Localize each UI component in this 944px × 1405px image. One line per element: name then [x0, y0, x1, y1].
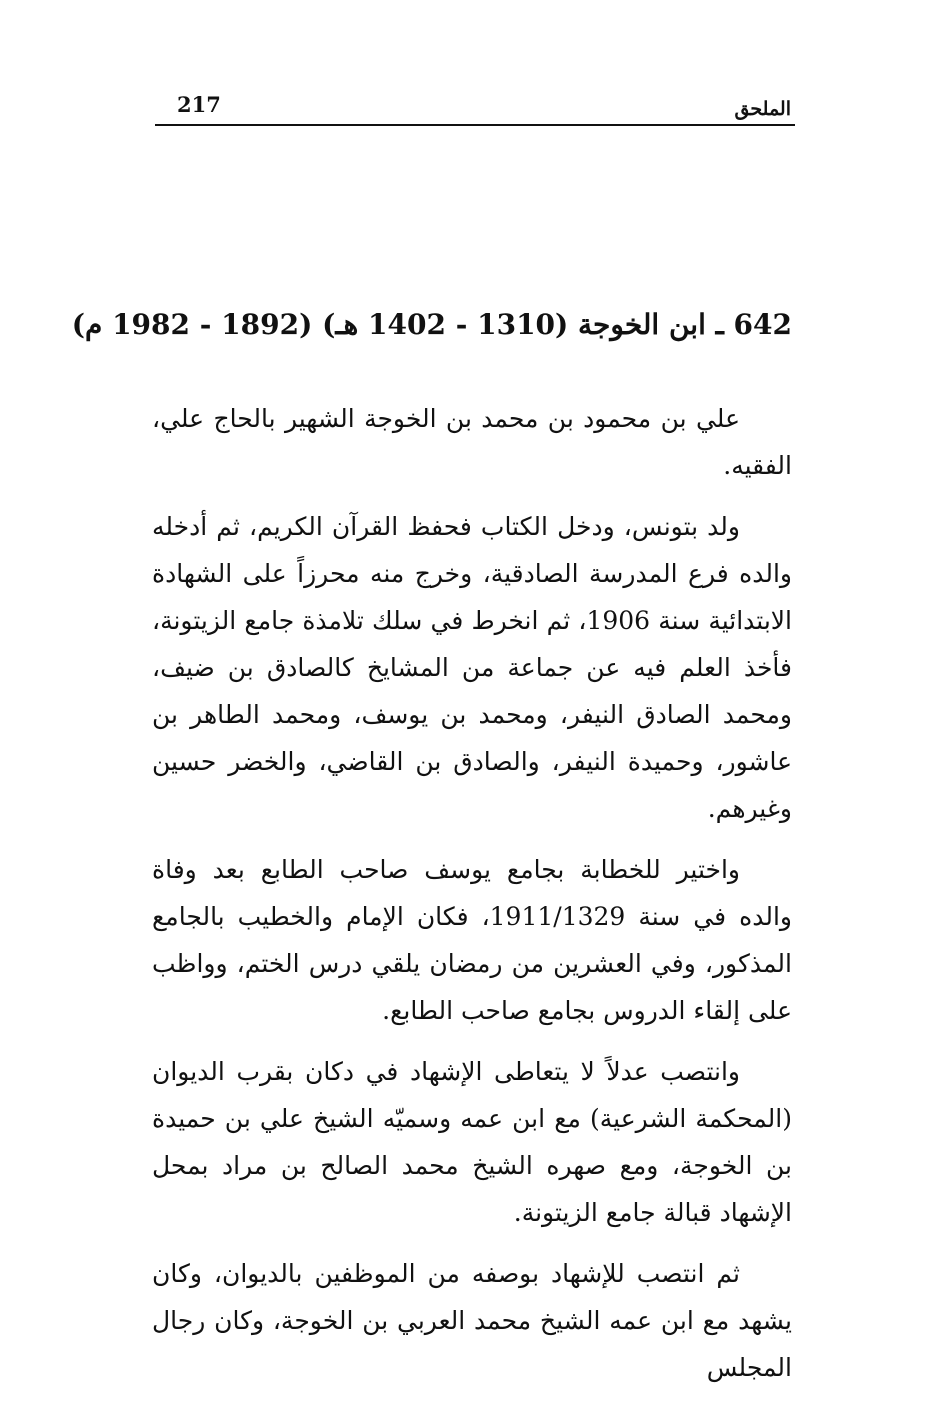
- paragraph-diwan: ثم انتصب للإشهاد بوصفه من الموظفين بالديوان، وكان يشهد مع ابن عمه الشيخ محمد العربي بن الخوجة، وكان رجال المجلس: [152, 1259, 792, 1382]
- paragraph-notary: وانتصب عدلاً لا يتعاطى الإشهاد في دكان بقرب الديوان (المحكمة الشرعية) مع ابن عمه وسميّه الشيخ علي بن حميدة بن الخوجة، ومع صهره الشيخ محمد الصالح بن مراد بمحل الإشهاد قبالة جامع الزيتونة.: [152, 1057, 792, 1227]
- running-header: [155, 90, 795, 126]
- paragraph-name: علي بن محمود بن محمد بن الخوجة الشهير بالحاج علي، الفقيه.: [152, 404, 792, 480]
- page-number: 217: [177, 92, 221, 117]
- paragraph-sermon: واختير للخطابة بجامع يوسف صاحب الطابع بعد وفاة والده في سنة 1911/1329، فكان الإمام والخطيب بالجامع المذكور، وفي العشرين من رمضان يلقي درس الختم، وواظب على إلقاء الدروس بجامع صاحب الطابع.: [152, 855, 792, 1025]
- paragraph-education: ولد بتونس، ودخل الكتاب فحفظ القرآن الكريم، ثم أدخله والده فرع المدرسة الصادقية، وخرج منه محرزاً على الشهادة الابتدائية سنة 1906، ثم انخرط في سلك تلامذة جامع الزيتونة، فأخذ العلم فيه عن جماعة من المشايخ كالصادق بن ضيف، ومحمد الصادق النيفر، ومحمد بن يوسف، ومحمد الطاهر بن عاشور، وحميدة النيفر، والصادق بن القاضي، والخضر حسين وغيرهم.: [152, 512, 792, 823]
- entry-heading: 642 ـ ابن الخوجة (1310 - 1402 هـ) (1892 - 1982 م): [71, 308, 792, 341]
- entry-body: [152, 395, 792, 1405]
- section-title: الملحق: [734, 98, 791, 120]
